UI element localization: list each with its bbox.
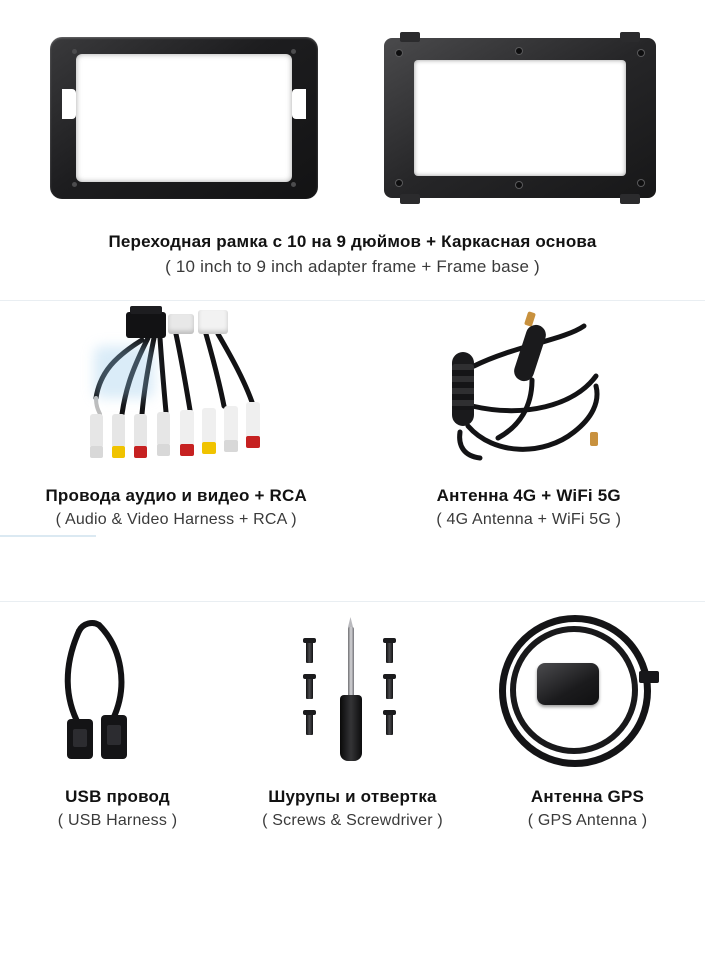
screw-icon: [386, 677, 393, 699]
antenna-caption-ru: Антенна 4G + WiFi 5G: [436, 486, 621, 505]
wiring-harness-rca-icon: [56, 306, 296, 476]
usb-caption-en: ( USB Harness ): [57, 812, 178, 830]
frame-notch-left: [62, 89, 76, 119]
harness-white-plug: [198, 310, 228, 334]
screwdriver-illustration: [235, 602, 470, 782]
harness-caption-block: [46, 485, 308, 531]
frames-caption-block: [0, 231, 705, 278]
screwdriver-caption-en: ( Screws & Screwdriver ): [262, 812, 443, 830]
harness-illustration: [0, 301, 353, 481]
usb-cable-icon: [43, 607, 193, 777]
screw-icon: [386, 641, 393, 663]
section-frames: [0, 0, 705, 300]
cell-usb-harness: [0, 602, 235, 922]
accent-stripe: [0, 535, 96, 537]
4g-wifi-antenna-icon: [424, 306, 634, 476]
gps-antenna-puck-icon: [493, 607, 683, 777]
adapter-frame-icon: [50, 37, 318, 199]
frames-illustration-row: [0, 0, 705, 205]
antenna-module-4g: [452, 352, 474, 426]
frame-screw-icon: [291, 49, 296, 54]
antenna-connector-icon: [590, 432, 598, 446]
highlight-glow: [94, 346, 154, 398]
frame-base-tab: [620, 194, 640, 204]
antenna-illustration: [353, 301, 705, 481]
frame-screw-icon: [72, 182, 77, 187]
frame-screw-icon: [72, 49, 77, 54]
screwdriver-caption-ru: Шурупы и отвертка: [268, 787, 437, 806]
usb-cable-path: [43, 607, 193, 777]
screwdriver-and-screws-icon: [278, 607, 428, 777]
cell-gps-antenna: [470, 602, 705, 922]
screw-icon: [386, 713, 393, 735]
screwdriver-handle: [340, 695, 362, 761]
gps-antenna-body: [537, 663, 599, 705]
gps-connector-icon: [639, 671, 659, 683]
usb-illustration: [0, 602, 235, 782]
frame-base-hole: [638, 50, 644, 56]
frame-base-tab: [620, 32, 640, 42]
frame-base-hole: [516, 48, 522, 54]
frame-base-tab: [400, 194, 420, 204]
gps-caption-block: [528, 786, 648, 832]
frame-base-icon: [384, 38, 656, 198]
frame-base-hole: [516, 182, 522, 188]
frames-caption-ru: Переходная рамка с 10 на 9 дюймов + Каркасная основа: [108, 232, 597, 251]
screwdriver-shaft: [348, 627, 354, 699]
screw-icon: [306, 677, 313, 699]
harness-caption-ru: Провода аудио и видео + RCA: [45, 486, 307, 505]
usb-caption-block: [58, 786, 177, 832]
screw-icon: [306, 713, 313, 735]
frame-base-hole: [638, 180, 644, 186]
cell-screws-screwdriver: [235, 602, 470, 922]
frame-base-hole: [396, 180, 402, 186]
cell-4g-wifi-antenna: [353, 301, 705, 601]
section-accessories: [0, 602, 705, 922]
usb-caption-ru: USB провод: [65, 787, 170, 806]
antenna-caption-en: ( 4G Antenna + WiFi 5G ): [436, 511, 622, 529]
screw-icon: [306, 641, 313, 663]
gps-caption-en: ( GPS Antenna ): [527, 812, 648, 830]
gps-illustration: [470, 602, 705, 782]
section-harness-antenna: [0, 301, 705, 601]
screwdriver-caption-block: [262, 786, 443, 832]
frame-base-tab: [400, 32, 420, 42]
cell-audio-video-harness: [0, 301, 353, 601]
frame-notch-right: [292, 89, 306, 119]
harness-main-plug: [126, 312, 166, 338]
frame-base-hole: [396, 50, 402, 56]
gps-caption-ru: Антенна GPS: [530, 787, 645, 806]
frame-screw-icon: [291, 182, 296, 187]
frames-caption-en: ( 10 inch to 9 inch adapter frame + Frame base ): [165, 257, 540, 277]
harness-white-plug: [168, 314, 194, 334]
antenna-caption-block: [436, 485, 621, 531]
harness-caption-en: ( Audio & Video Harness + RCA ): [55, 511, 297, 529]
